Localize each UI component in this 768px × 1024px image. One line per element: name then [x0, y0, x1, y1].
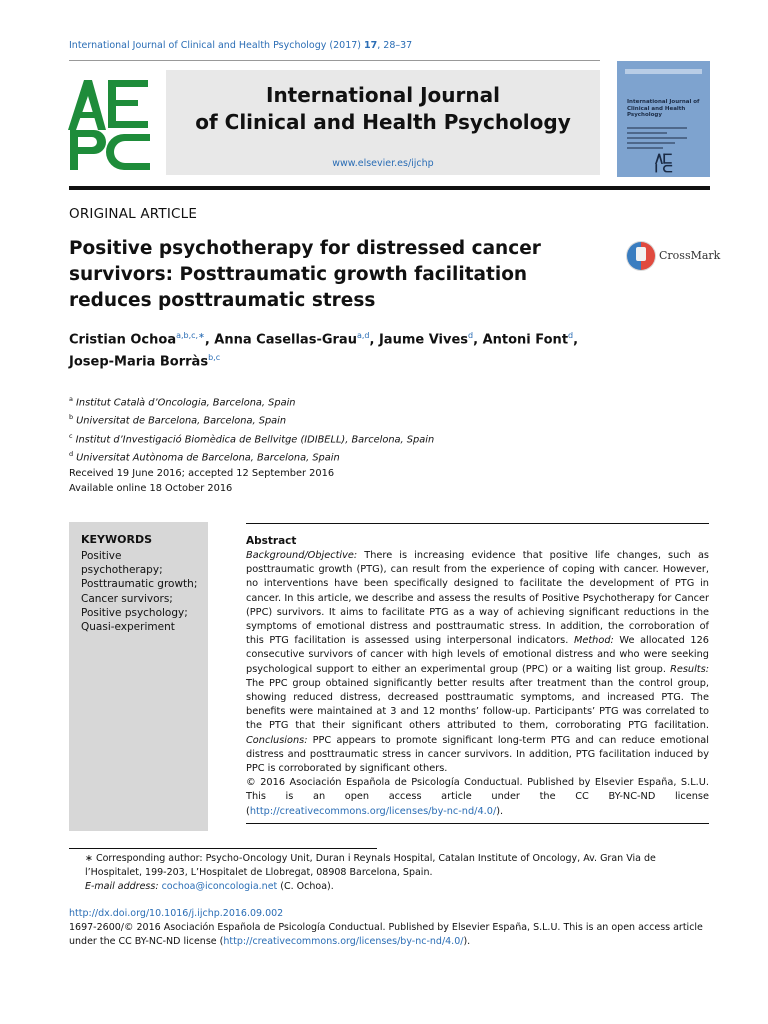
license-link[interactable]: http://creativecommons.org/licenses/by-nc-nd/4.0/ [223, 936, 464, 947]
crossmark-label: CrossMark [659, 249, 721, 262]
available-date: Available online 18 October 2016 [69, 483, 233, 494]
header-rule [69, 60, 600, 61]
journal-citation: International Journal of Clinical and Health Psychology (2017) 17, 28–37 [69, 40, 413, 51]
author[interactable]: Jaume Vives [378, 332, 469, 348]
keyword: Posttraumatic growth; [81, 578, 198, 591]
journal-title: International Journal of Clinical and Health Psychology [195, 83, 571, 134]
article-type: ORIGINAL ARTICLE [69, 206, 198, 222]
doi-link[interactable]: http://dx.doi.org/10.1016/j.ijchp.2016.09.002 [69, 908, 284, 919]
author[interactable]: Josep-Maria Borràs [69, 354, 209, 370]
abstract-body: Background/Objective: There is increasing evidence that positive life changes, such as posttraumatic growth (PTG), can result from the experience of coping with cancer. However, no interventions have been specifically designed to facilitate the development of PTG in cancer. In this article, we describe and assess the results of Positive Psychotherapy for Cancer (PPC) survivors. It aims to facilitate PTG as a way of achieving significant reductions in the symptoms of emotional distress and posttraumatic stress. In addition, the corroboration of this PTG facilitation is assessed using interpersonal indicators. Method: We allocated 126 consecutive survivors of cancer with high levels of emotional distress and who were seeking psychological support to either an experimental group (PPC) or a waiting list group. Results: The PPC group obtained significantly better results after treatment than the control group, showing reduced distress, decreased posttraumatic symptoms, and increased PTG. The benefits were maintained at 3 and 12 months’ follow-up. Participants’ PTG was correlated to the PTG that their significant others attributed to them, corroborating PTG facilitation. Conclusions: PPC appears to promote significant long-term PTG and can reduce emotional distress and posttraumatic stress in cancer survivors. In addition, PTG facilitation induced by PPC is corroborated by significant others. © 2016 Asociación Española de Psicología Conductual. Published by Elsevier España, S.L.U. This is an open access article under the CC BY-NC-ND license (http://creativecommons.org/licenses/by-nc-nd/4.0/). [246, 550, 709, 817]
abstract-bottom-rule [246, 823, 709, 824]
journal-banner [166, 70, 600, 175]
crossmark-icon [625, 238, 657, 274]
footnote-rule [69, 848, 377, 849]
author-list: Cristian Ochoa$^{a,b,c,∗}$, Anna Casellas-Grau$^{a,d}$, Jaume Vives$^d$, Antoni Font$^d$, Josep-Maria Borràs$^{b,c}$ [69, 331, 579, 370]
journal-cover-image: International Journal of Clinical and Health Psychology [617, 61, 710, 177]
author[interactable]: Anna Casellas-Grau [214, 332, 357, 348]
affiliation: $^d$ Universitat Autònoma de Barcelona, Barcelona, Spain [69, 449, 340, 464]
keyword: Quasi-experiment [81, 621, 175, 634]
affiliation: $^a$ Institut Català d’Oncologia, Barcelona, Spain [69, 395, 296, 409]
keyword: Positive psychotherapy; [81, 550, 163, 577]
abstract-heading: Abstract [246, 535, 297, 547]
keyword: Cancer survivors; [81, 592, 173, 605]
affiliation: $^c$ Institut d’Investigació Biomèdica de Bellvitge (IDIBELL), Barcelona, Spain [69, 431, 435, 445]
keywords-heading: KEYWORDS [81, 533, 153, 546]
doi-block: http://dx.doi.org/10.1016/j.ijchp.2016.09.002 1697-2600/© 2016 Asociación Española de Psicología Conductual. Published by Elsevier España, S.L.U. This is an open access article under the CC BY-NC-ND license (http://creativecommons.org/licenses/by-nc-nd/4.0/). [69, 907, 710, 949]
article-title: Positive psychotherapy for distressed cancer survivors: Posttraumatic growth facilitation reduces posttraumatic stress [69, 238, 541, 311]
journal-url-link[interactable]: www.elsevier.es/ijchp [332, 158, 434, 169]
header-thick-rule [69, 186, 710, 190]
keywords-box [69, 522, 208, 831]
author[interactable]: Antoni Font [482, 332, 569, 348]
received-date: Received 19 June 2016; accepted 12 September 2016 [69, 468, 335, 479]
affiliation: $^b$ Universitat de Barcelona, Barcelona, Spain [69, 413, 287, 427]
keywords-list [81, 549, 206, 634]
keyword: Positive psychology; [81, 606, 188, 619]
author[interactable]: Cristian Ochoa [69, 332, 177, 348]
aepc-logo-icon [68, 78, 154, 172]
abstract-copyright: © 2016 Asociación Española de Psicología Conductual. Published by Elsevier España, S.L.U. This is an open access article under the CC BY-NC-ND license ( [246, 777, 709, 817]
email-link[interactable]: cochoa@iconcologia.net [161, 881, 278, 892]
license-link[interactable]: http://creativecommons.org/licenses/by-nc-nd/4.0/ [249, 805, 497, 817]
article-dates [69, 466, 334, 496]
crossmark-button[interactable] [625, 238, 721, 274]
affiliations [69, 392, 434, 465]
abstract-top-rule [246, 523, 709, 524]
corresponding-author-footnote: ∗ Corresponding author: Psycho-Oncology Unit, Duran i Reynals Hospital, Catalan Institute of Oncology, Av. Gran Via de l’Hospitalet, 199-203, L’Hospitalet de Llobregat, 08908 Barcelona, Spain. E-mail address: cochoa@iconcologia.net (C. Ochoa). [85, 853, 656, 892]
